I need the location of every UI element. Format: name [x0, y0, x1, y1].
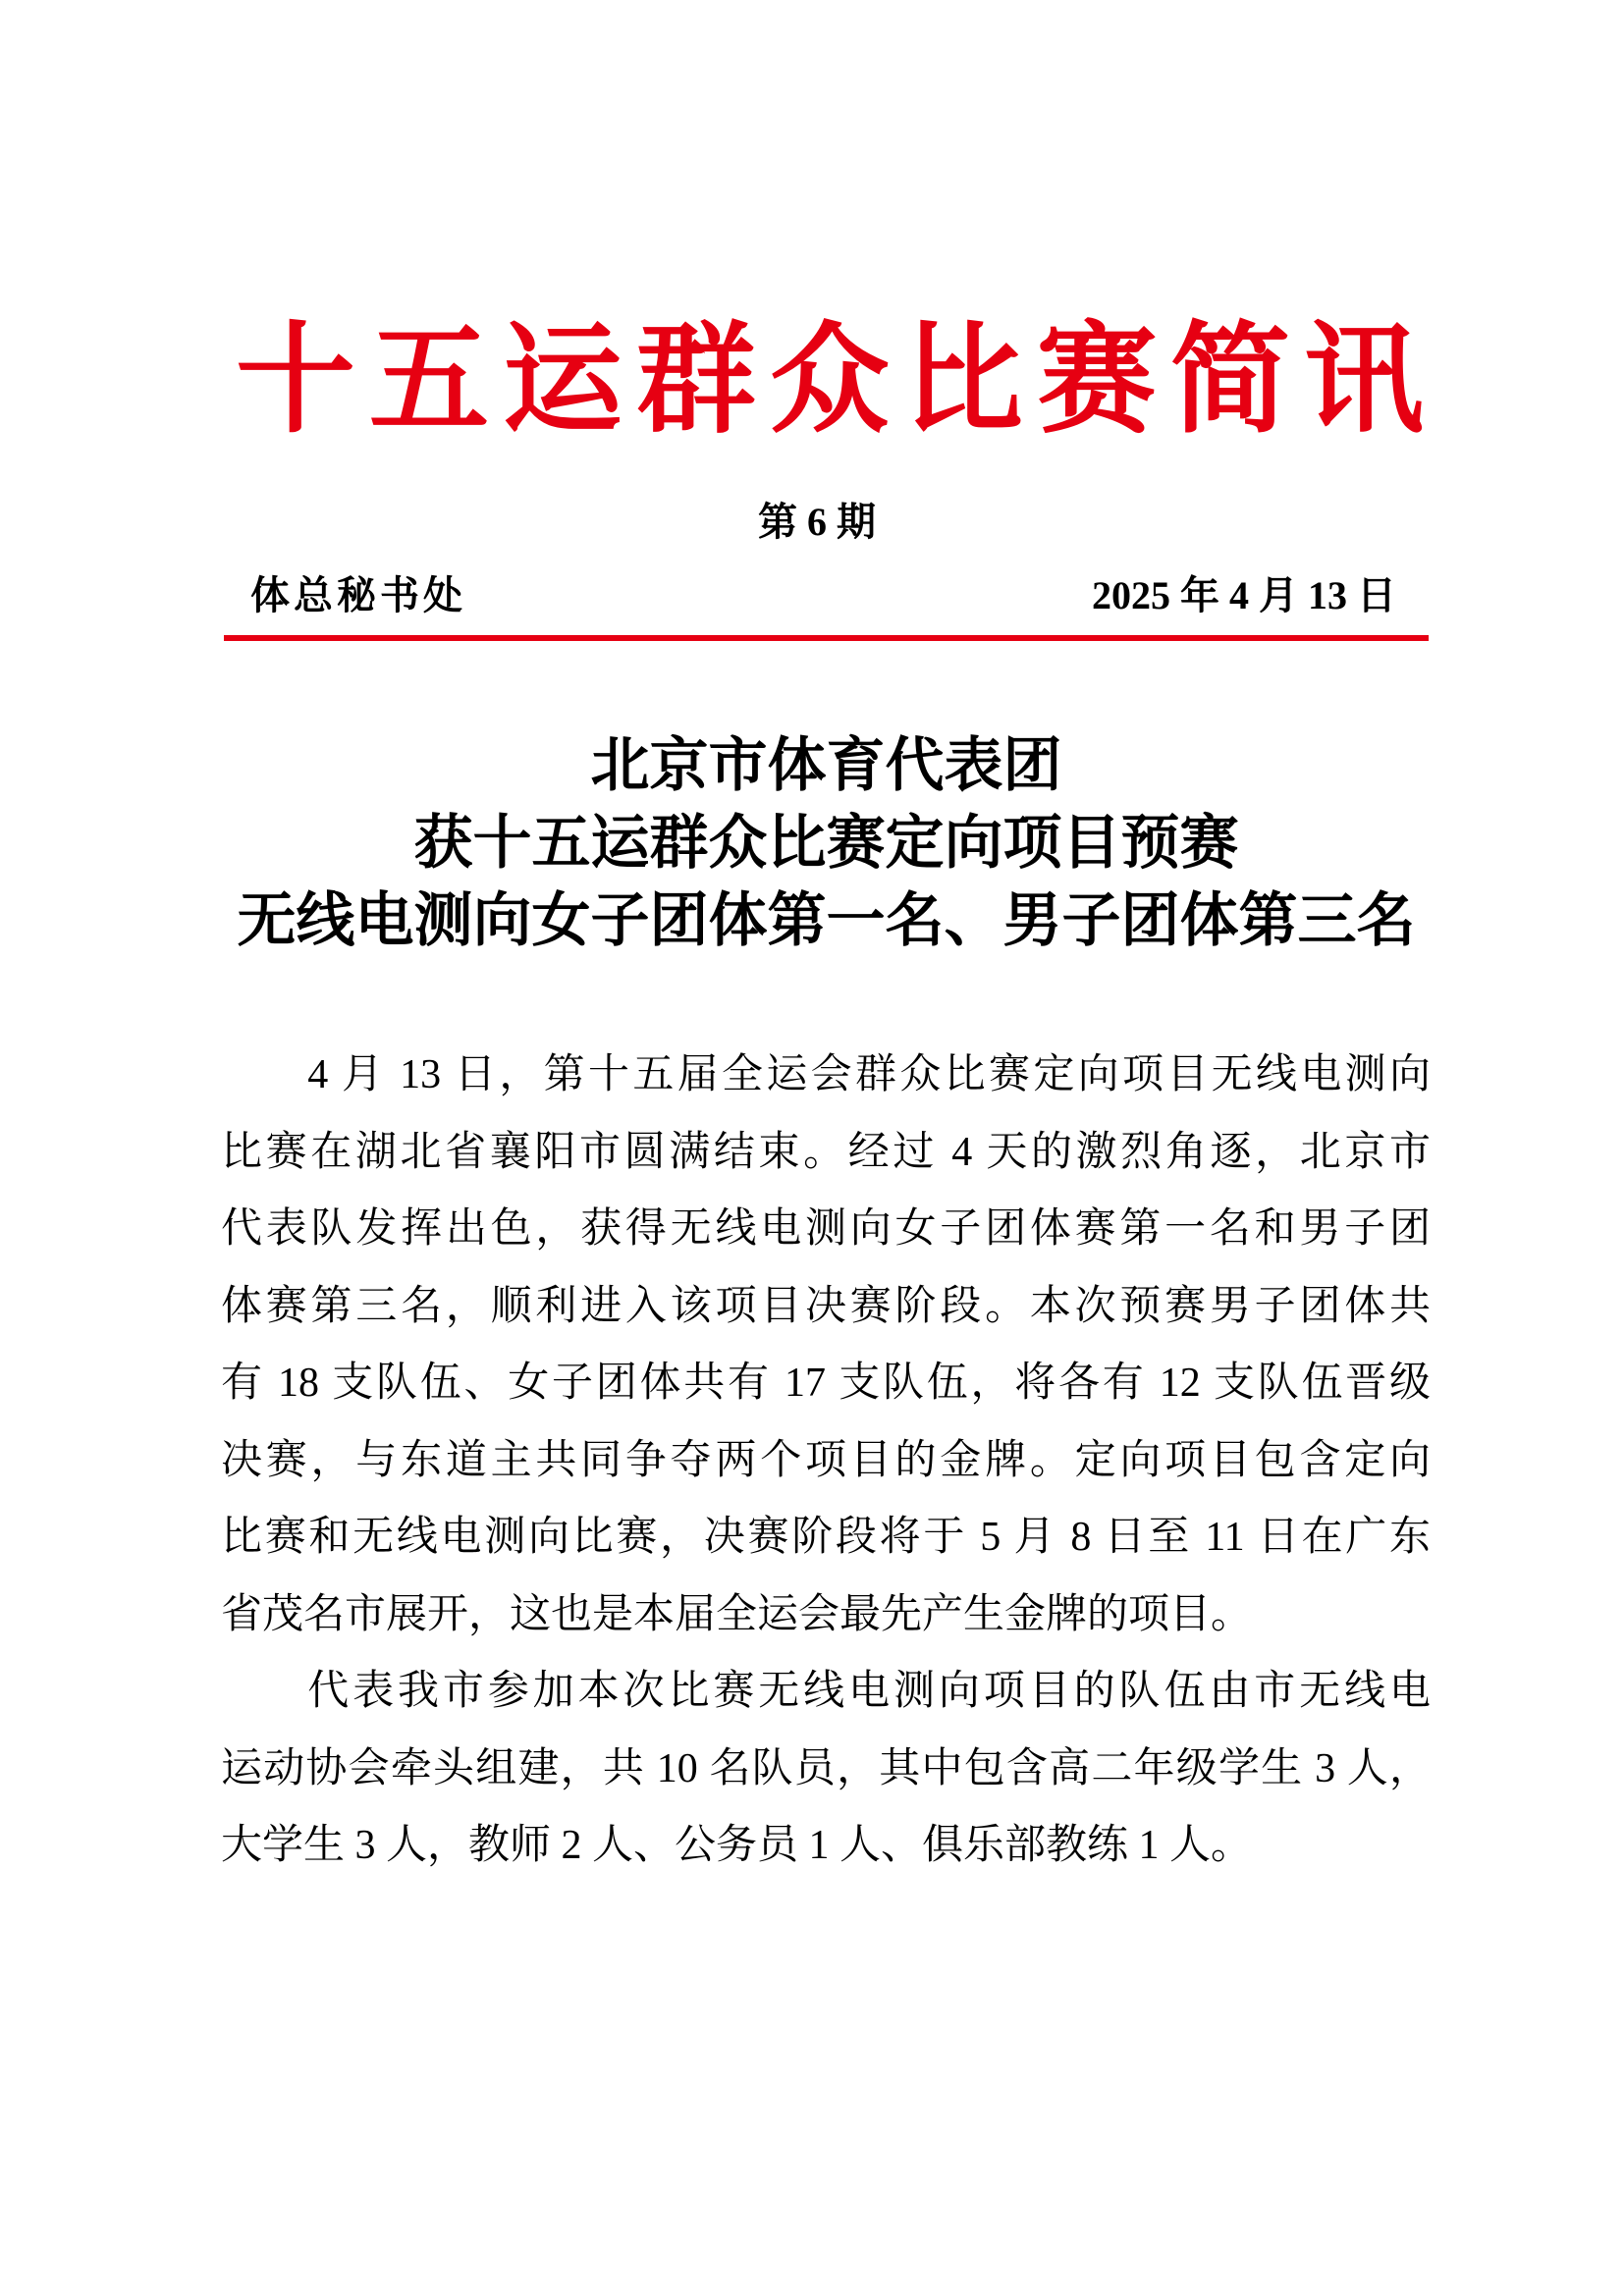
paragraph [221, 1653, 1431, 1885]
issue-number: 第 6 期 [758, 500, 876, 544]
paragraph-line: 代表我市参加本次比赛无线电测向项目的队伍由市无线电 [307, 1669, 1431, 1714]
paragraph-line: 代表队发挥出色，获得无线电测向女子团体赛第一名和男子团 [221, 1206, 1431, 1252]
paragraph-line: 体赛第三名，顺利进入该项目决赛阶段。本次预赛男子团体共 [221, 1283, 1431, 1329]
article-body [221, 1037, 1431, 1885]
headline-line: 无线电测向女子团体第一名、男子团体第三名 [237, 888, 1416, 953]
paragraph-line: 比赛和无线电测向比赛，决赛阶段将于 5 月 8 日至 11 日在广东 [221, 1515, 1431, 1560]
paragraph-line: 大学生 3 人，教师 2 人、公务员 1 人、俱乐部教练 1 人。 [221, 1823, 1253, 1868]
article-headline [224, 727, 1429, 960]
paragraph-line: 运动协会牵头组建，共 10 名队员，其中包含高二年级学生 3 人， [221, 1745, 1431, 1791]
paragraph-line: 决赛，与东道主共同争夺两个项目的金牌。定向项目包含定向 [221, 1437, 1431, 1483]
headline-line: 获十五运群众比赛定向项目预赛 [413, 811, 1239, 876]
paragraph-line: 省茂名市展开，这也是本届全运会最先产生金牌的项目。 [221, 1591, 1253, 1637]
headline-line: 北京市体育代表团 [590, 733, 1062, 798]
paragraph-line: 比赛在湖北省襄阳市圆满结束。经过 4 天的激烈角逐，北京市 [221, 1129, 1431, 1175]
issuer-name: 体总秘书处 [250, 573, 466, 617]
paragraph [221, 1037, 1431, 1653]
masthead-title: 十五运群众比赛简讯 [236, 308, 1424, 450]
issue-date: 2025 年 4 月 13 日 [1092, 573, 1396, 617]
header-divider [224, 635, 1429, 641]
paragraph-line: 有 18 支队伍、女子团体共有 17 支队伍，将各有 12 支队伍晋级 [221, 1361, 1431, 1406]
paragraph-line: 4 月 13 日，第十五届全运会群众比赛定向项目无线电测向 [307, 1052, 1431, 1097]
